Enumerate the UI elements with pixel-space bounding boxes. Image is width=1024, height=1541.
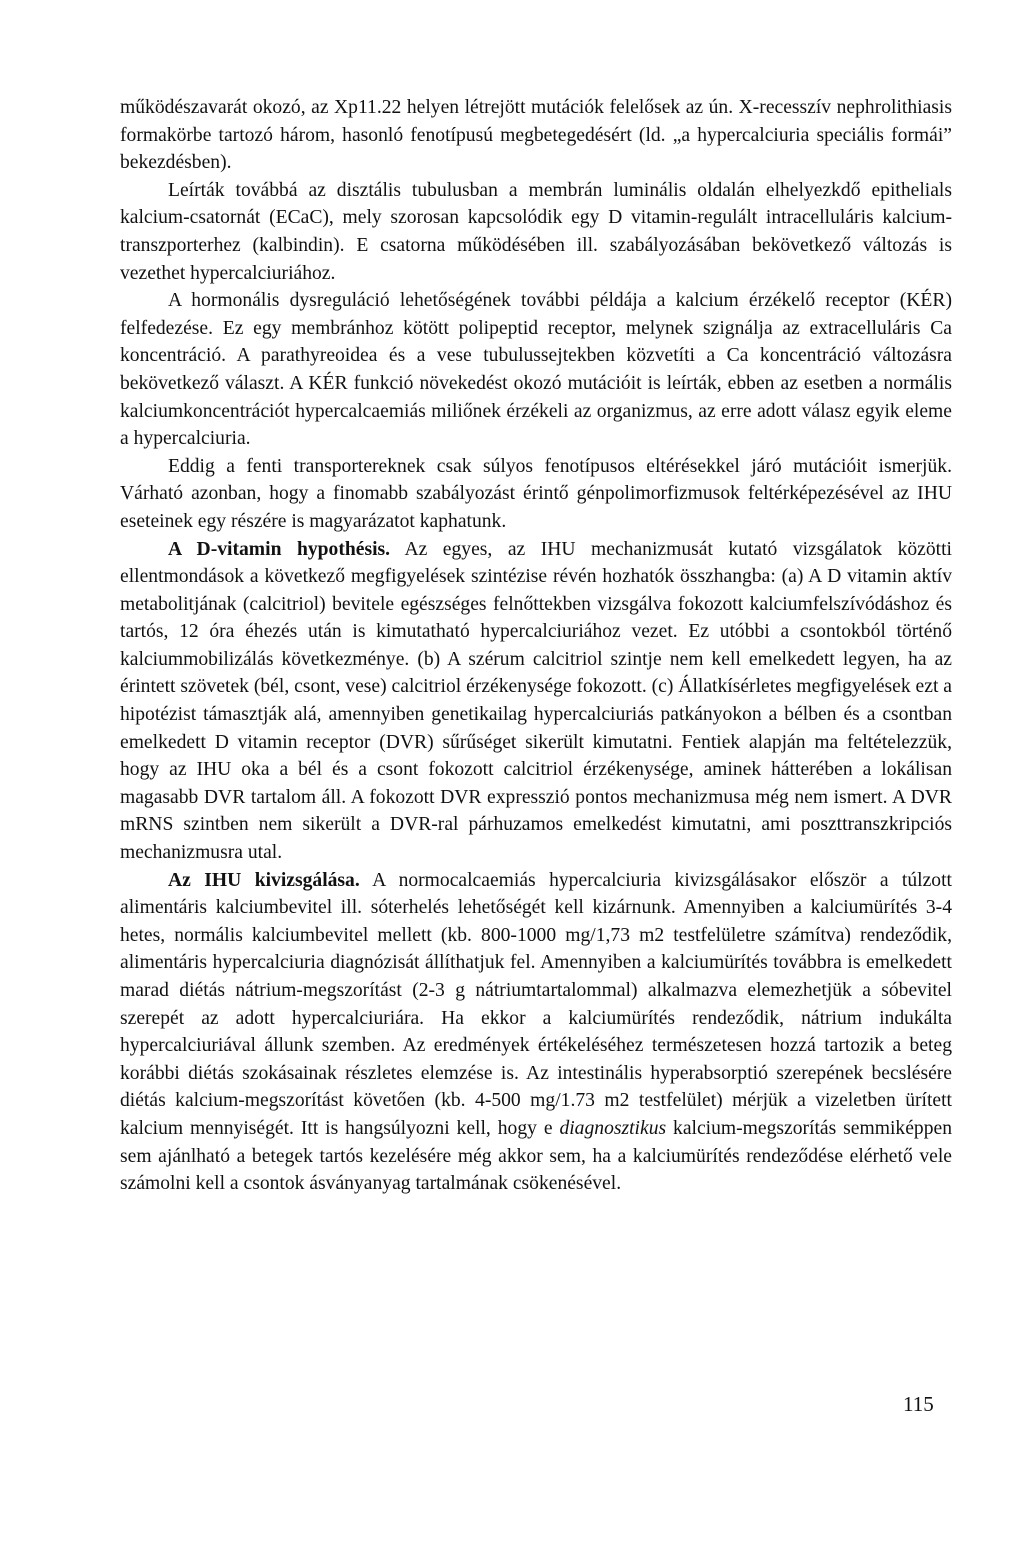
paragraph-ihu-workup-text-1: A normocalcaemiás hypercalciuria kivizsgálásakor először a túlzott alimentáris kalciumbevitel ill. sóterhelés lehetőségét kell kizárnunk. Amennyiben a kalciumürítés 3-4 hetes, normális kalciumbevitel mellett (kb. 800-1000 mg/1,73 m2 testfelületre számítva) rendeződik, alimentáris hypercalciuria diagnózisát állíthatjuk fel. Amennyiben a kalciumürítés továbbra is emelkedett marad diétás nátrium-megszorítást (2-3 g nátriumtartalommal) alkalmazva elemezhetjük a sóbevitel szerepét az adott hypercalciuriára. Ha ekkor a kalciumürítés rendeződik, nátrium indukálta hypercalciuriával állunk szemben. Az eredmények értékeléséhez természetesen hozzá tartozik a beteg korábbi diétás szokásainak részletes elemzése is. Az intestinális hyperabsorptió szerepének becslésére diétás kalcium-megszorítást követően (kb. 4-500 mg/1.73 m2 testfelület) mérjük a vizeletben ürített kalcium mennyiségét. Itt is hangsúlyozni kell, hogy e	[120, 869, 952, 1139]
paragraph-d-vitamin	[120, 536, 952, 867]
paragraph-ihu-workup-text-2: kalcium-megszorítás semmiképpen sem ajánlható a betegek tartós kezelésére még akkor sem, ha a kalciumürítés rendeződése elérhető vele számolni kell a csontok ásványanyag tartalmának csökenésével.	[120, 1117, 952, 1195]
section-heading-ihu-workup: Az IHU kivizsgálása.	[168, 869, 360, 891]
page-number: 115	[903, 1392, 934, 1416]
paragraph-d-vitamin-text: Az egyes, az IHU mechanizmusát kutató vizsgálatok közötti ellentmondások a következő megfigyelések szintézise révén hozhatók összhangba: (a) A D vitamin aktív metabolitjának (calcitriol) bevitele egészséges felnőttekben vizsgálva fokozott kalciumfelszívódáshoz és tartós, 12 óra éhezés után is kimutatható hypercalciuriához vezet. Ez utóbbi a csontokból történő kalciummobilizálás következménye. (b) A szérum calcitriol szintje nem kell emelkedett legyen, ha az érintett szövetek (bél, csont, vese) calcitriol érzékenysége fokozott. (c) Állatkísérletes megfigyelések ezt a hipotézist támasztják alá, amennyiben genetikailag hypercalciuriás patkányokon a bélben és a csontban emelkedett D vitamin receptor (DVR) sűrűséget sikerült kimutatni. Fentiek alapján ma feltételezzük, hogy az IHU oka a bél és a csont fokozott calcitriol érzékenysége, aminek hátterében a lokálisan magasabb DVR tartalom áll. A fokozott DVR expresszió pontos mechanizmusa még nem ismert. A DVR mRNS szintben nem sikerült a DVR-ral párhuzamos emelkedést kimutatni, ami poszttranszkripciós mechanizmusra utal.	[120, 538, 952, 864]
section-heading-d-vitamin: A D-vitamin hypothésis.	[168, 538, 391, 560]
paragraph-ecac: Leírták továbbá az disztális tubulusban a membrán luminális oldalán elhelyezkdő epithelials kalcium-csatornát (ECaC), mely szorosan kapcsolódik egy D vitamin-regulált intracelluláris kalcium-transzporterhez (kalbindin). E csatorna működésében ill. szabályozásában bekövetkező változás is vezethet hypercalciuriához.	[120, 179, 952, 284]
paragraph-continuation: működészavarát okozó, az Xp11.22 helyen létrejött mutációk felelősek az ún. X-recesszív nephrolithiasis formakörbe tartozó három, hasonló fenotípusú megbetegedésért (ld. „a hypercalciuria speciális formái” bekezdésben).	[120, 97, 952, 174]
paragraph-ihu-workup	[120, 867, 952, 1198]
italic-term-diagnostic: diagnosztikus	[559, 1117, 667, 1139]
paragraph-transporters: Eddig a fenti transportereknek csak súlyos fenotípusos eltérésekkel járó mutációit ismerjük. Várható azonban, hogy a finomabb szabályozást érintő génpolimorfizmusok feltérképezésével az IHU eseteinek egy részére is magyarázatot kaphatunk.	[120, 455, 952, 532]
body-text	[120, 94, 952, 1198]
paragraph-ker: A hormonális dysreguláció lehetőségének további példája a kalcium érzékelő receptor (KÉR) felfedezése. Ez egy membránhoz kötött polipeptid receptor, melynek szignálja az extracelluláris Ca koncentráció. A parathyreoidea és a vese tubulussejtekben közvetíti a Ca koncentráció változásra bekövetkező választ. A KÉR funkció növekedést okozó mutációit is leírták, ebben az esetben a normális kalciumkoncentrációt hypercalcaemiás miliőnek érzékeli az organizmus, az erre adott válasz egyik eleme a hypercalciuria.	[120, 290, 952, 450]
